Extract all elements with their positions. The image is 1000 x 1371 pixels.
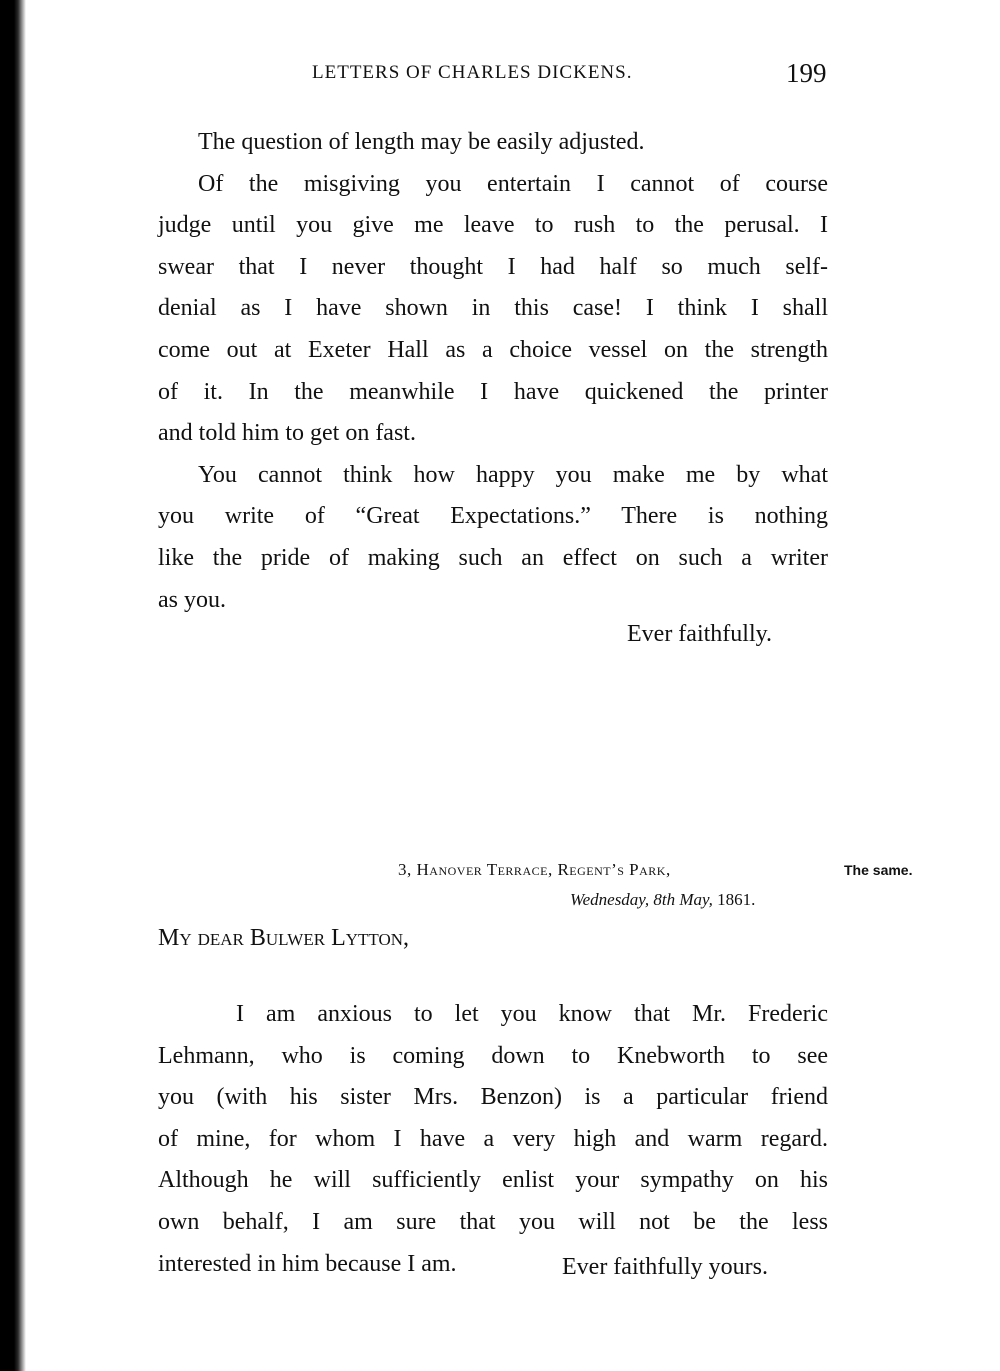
- text-line: interested in him because I am.: [158, 1250, 457, 1277]
- text-line: judge until you give me leave to rush to the perusal. I: [158, 212, 828, 239]
- text-line: you write of “Great Expectations.” There is nothing: [158, 503, 828, 530]
- letter-2-date: [570, 890, 755, 910]
- letter-2-body: [158, 994, 828, 1285]
- text-line: denial as I have shown in this case! I think I shall: [158, 295, 828, 322]
- page-number: 199: [786, 58, 827, 88]
- text-line: Lehmann, who is coming down to Knebworth to see: [158, 1042, 828, 1069]
- letter-1-closing: Ever faithfully.: [627, 621, 773, 647]
- text-line: I am anxious to let you know that Mr. Frederic: [236, 1001, 828, 1027]
- running-header: LETTERS OF CHARLES DICKENS.: [312, 62, 633, 83]
- letter-2-closing: Ever faithfully yours.: [562, 1254, 768, 1280]
- text-line: like the pride of making such an effect on such a writer: [158, 544, 828, 571]
- letter-1-body: [158, 122, 828, 621]
- text-line: come out at Exeter Hall as a choice vessel on the strength: [158, 336, 828, 363]
- letter-2-address: 3, Hanover Terrace, Regent’s Park,: [398, 860, 671, 879]
- text-line: swear that I never thought I had half so much self-: [158, 253, 828, 280]
- text-line: as you.: [158, 586, 226, 613]
- text-line: of mine, for whom I have a very high and warm regard.: [158, 1125, 828, 1152]
- recipient-side-note: The same.: [844, 862, 913, 878]
- date-weekday: Wednesday, 8th May,: [570, 890, 713, 909]
- text-line: Of the misgiving you entertain I cannot of course: [198, 170, 828, 197]
- text-line: you (with his sister Mrs. Benzon) is a particular friend: [158, 1084, 828, 1111]
- letter-2-salutation: My dear Bulwer Lytton,: [158, 925, 410, 951]
- text-line: of it. In the meanwhile I have quickened the printer: [158, 378, 828, 405]
- text-line: The question of length may be easily adjusted.: [198, 129, 645, 155]
- text-line: Although he will sufficiently enlist your sympathy on his: [158, 1167, 828, 1194]
- scan-gutter-shadow: [0, 0, 26, 1371]
- text-line: and told him to get on fast.: [158, 420, 416, 447]
- text-line: own behalf, I am sure that you will not be the less: [158, 1208, 828, 1235]
- text-line: You cannot think how happy you make me by what: [198, 461, 828, 488]
- date-year: 1861.: [717, 890, 756, 909]
